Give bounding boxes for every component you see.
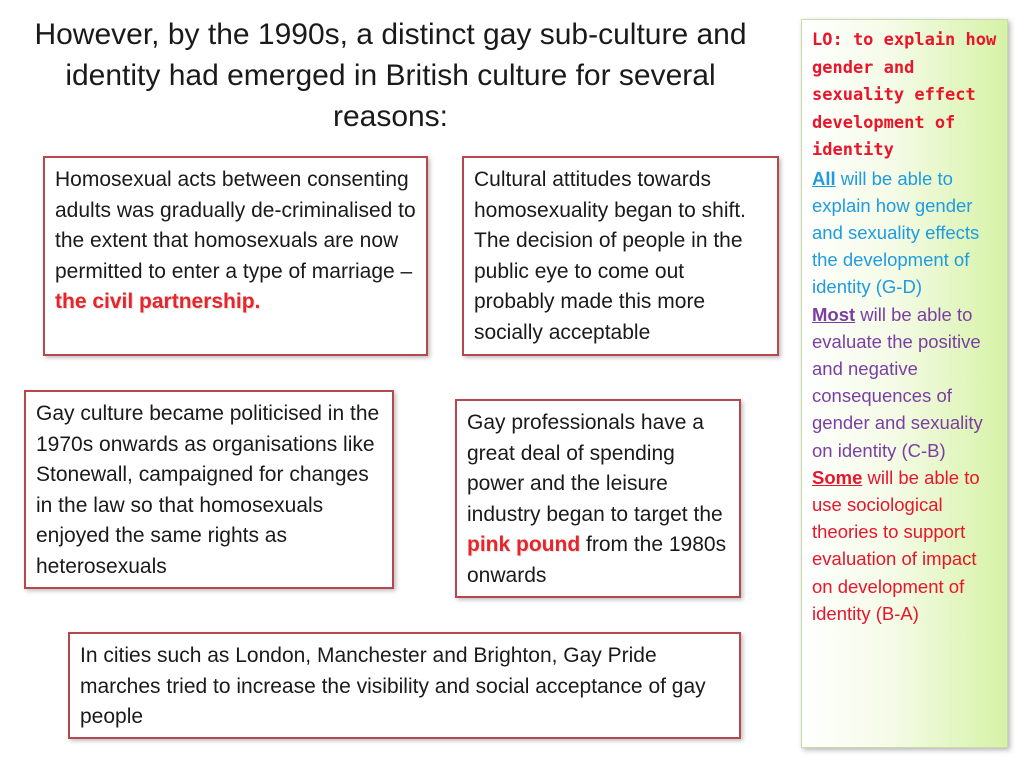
lo-all-text: will be able to explain how gender and sexuality effects the development of identity (G-D) bbox=[812, 167, 980, 298]
learning-objectives-panel bbox=[801, 19, 1008, 748]
reason-text: Homosexual acts between consenting adults was gradually de-criminalised to the extent that homosexuals are now permitted to enter a type of marriage – bbox=[55, 168, 416, 283]
reason-box-spending bbox=[455, 399, 741, 598]
reason-text: Cultural attitudes towards homosexuality began to shift. The decision of people in the public eye to come out probably made this more socially acceptable bbox=[474, 168, 746, 344]
lo-most-text: will be able to evaluate the positive and negative consequences of gender and sexuality on identity (C-B) bbox=[812, 303, 983, 461]
reason-text: In cities such as London, Manchester and Brighton, Gay Pride marches tried to increase the visibility and social acceptance of gay people bbox=[80, 644, 706, 728]
lo-some-text: will be able to use sociological theories to support evaluation of impact on development of identity (B-A) bbox=[812, 466, 980, 624]
highlight-pink-pound: pink pound bbox=[467, 533, 581, 556]
reason-box-pride bbox=[68, 632, 741, 739]
reason-box-legal bbox=[43, 156, 428, 356]
reason-text: Gay culture became politicised in the 1970s onwards as organisations like Stonewall, campaigned for changes in the law so that homosexuals enjoyed the same rights as heterosexuals bbox=[36, 402, 380, 578]
lo-some-keyword: Some bbox=[812, 466, 863, 488]
reason-box-politics bbox=[24, 390, 394, 589]
lo-most-keyword: Most bbox=[812, 303, 856, 325]
lo-all-keyword: All bbox=[812, 167, 836, 189]
lo-criteria bbox=[812, 165, 1001, 627]
reason-text-after: from the 1980s onwards bbox=[467, 533, 727, 587]
slide-title: However, by the 1990s, a distinct gay sub-culture and identity had emerged in British culture for several reasons: bbox=[34, 18, 747, 133]
reason-text-before: Gay professionals have a great deal of spending power and the leisure industry began to target the bbox=[467, 411, 723, 526]
reason-box-attitudes bbox=[462, 156, 779, 356]
lo-heading: LO: to explain how gender and sexuality effect development of identity bbox=[812, 30, 997, 160]
highlight-civil-partnership: the civil partnership. bbox=[55, 290, 261, 313]
